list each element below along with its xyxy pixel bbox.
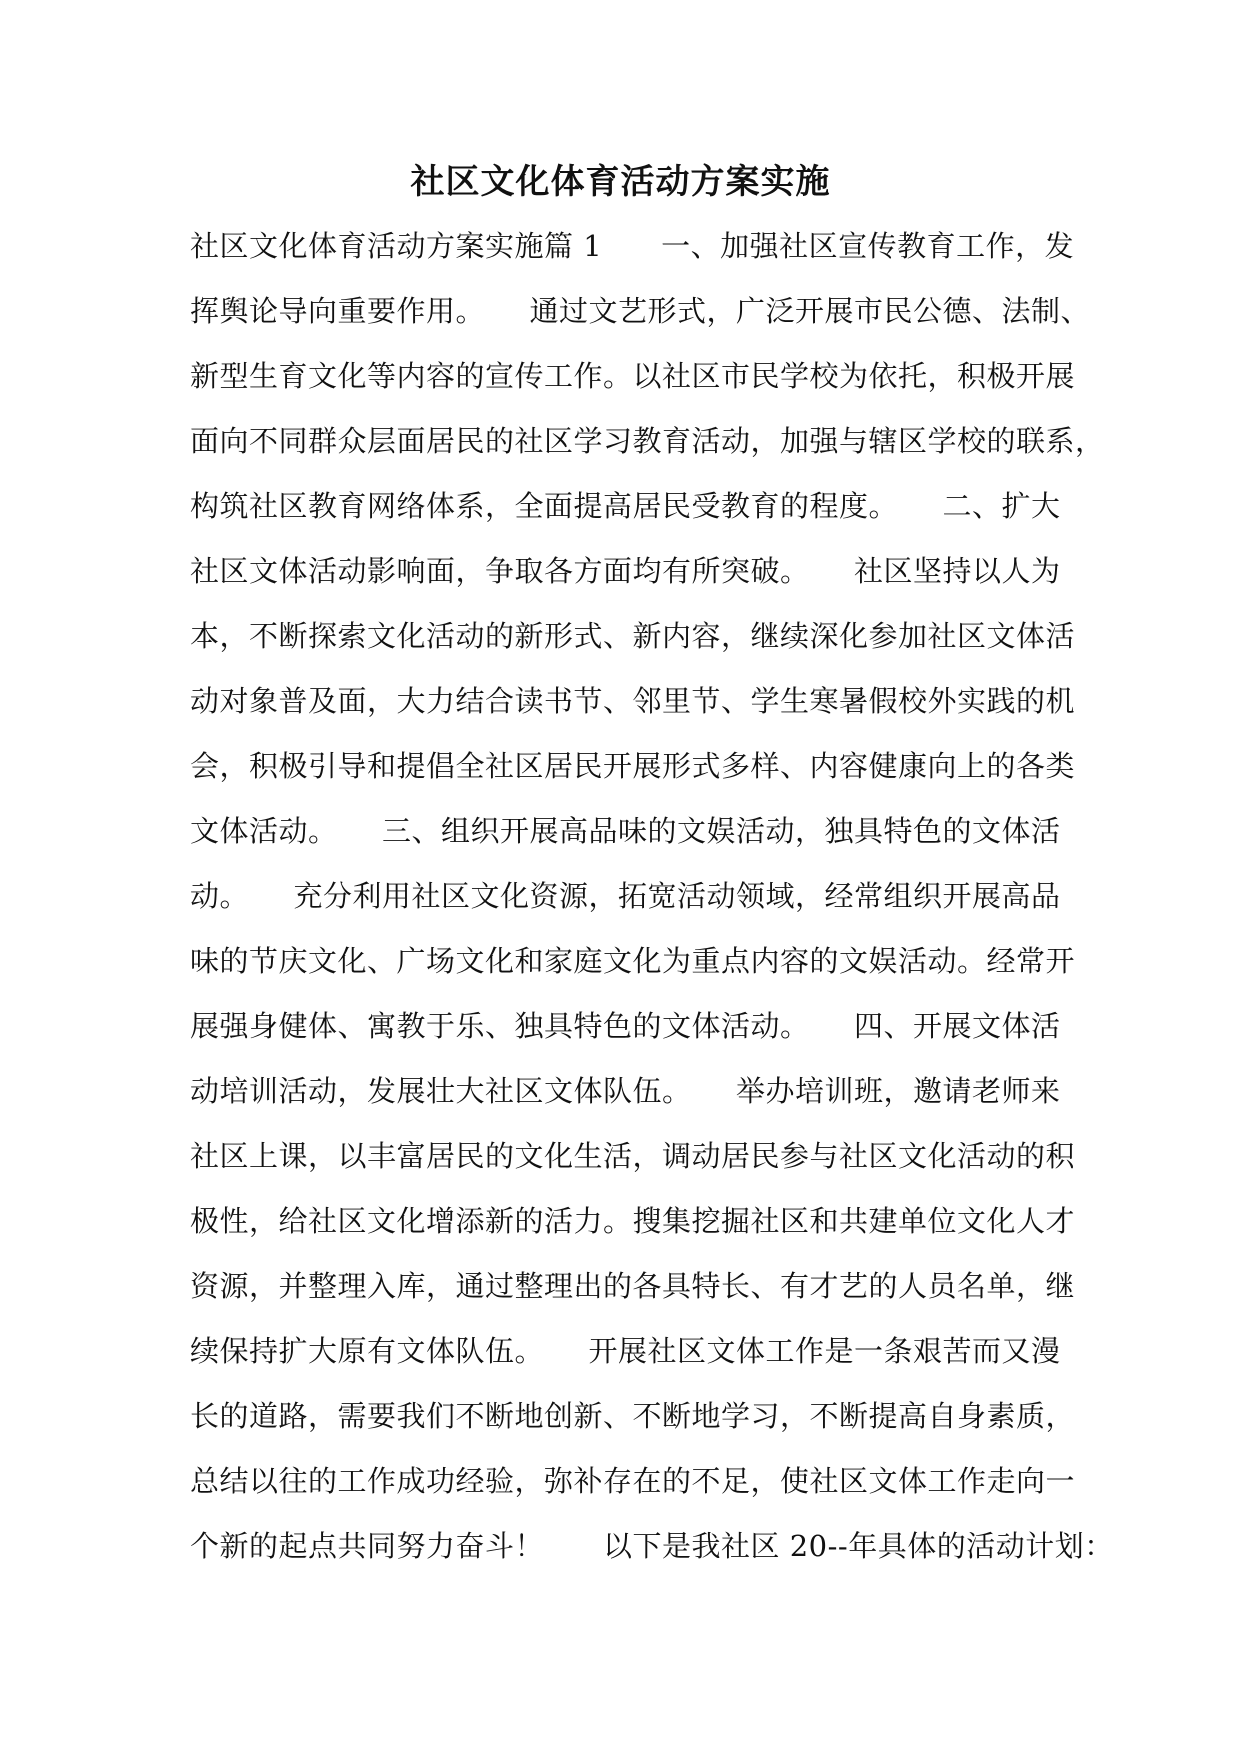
document-body (190, 222, 1114, 1587)
body-line: 动。 充分利用社区文化资源，拓宽活动领域，经常组织开展高品 (190, 879, 1061, 913)
body-line: 社区文化体育活动方案实施篇 1 一、加强社区宣传教育工作，发 (190, 229, 1075, 263)
body-line: 社区文体活动影响面，争取各方面均有所突破。 社区坚持以人为 (190, 554, 1061, 588)
body-line: 文体活动。 三、组织开展高品味的文娱活动，独具特色的文体活 (190, 814, 1061, 848)
body-line: 资源，并整理入库，通过整理出的各具特长、有才艺的人员名单，继 (190, 1269, 1076, 1303)
body-line: 构筑社区教育网络体系，全面提高居民受教育的程度。 二、扩大 (190, 489, 1061, 523)
body-line: 个新的起点共同努力奋斗！ 以下是我社区 20--年具体的活动计划： (190, 1529, 1114, 1563)
body-line: 长的道路，需要我们不断地创新、不断地学习，不断提高自身素质， (190, 1399, 1076, 1433)
body-line: 挥舆论导向重要作用。 通过文艺形式，广泛开展市民公德、法制、 (190, 294, 1091, 328)
body-line: 本，不断探索文化活动的新形式、新内容，继续深化参加社区文体活 (190, 619, 1076, 653)
body-line: 展强身健体、寓教于乐、独具特色的文体活动。 四、开展文体活 (190, 1009, 1061, 1043)
body-line: 味的节庆文化、广场文化和家庭文化为重点内容的文娱活动。经常开 (190, 944, 1076, 978)
body-line: 动对象普及面，大力结合读书节、邻里节、学生寒暑假校外实践的机 (190, 684, 1076, 718)
body-line: 极性，给社区文化增添新的活力。搜集挖掘社区和共建单位文化人才 (190, 1204, 1076, 1238)
body-line: 社区上课，以丰富居民的文化生活，调动居民参与社区文化活动的积 (190, 1139, 1076, 1173)
body-line: 续保持扩大原有文体队伍。 开展社区文体工作是一条艰苦而又漫 (190, 1334, 1061, 1368)
document-title: 社区文化体育活动方案实施 (410, 162, 831, 202)
body-line: 动培训活动，发展壮大社区文体队伍。 举办培训班，邀请老师来 (190, 1074, 1061, 1108)
body-line: 新型生育文化等内容的宣传工作。以社区市民学校为依托，积极开展 (190, 359, 1076, 393)
body-line: 总结以往的工作成功经验，弥补存在的不足，使社区文体工作走向一 (190, 1464, 1076, 1498)
body-line: 会，积极引导和提倡全社区居民开展形式多样、内容健康向上的各类 (190, 749, 1076, 783)
body-line: 面向不同群众层面居民的社区学习教育活动，加强与辖区学校的联系， (190, 424, 1105, 458)
